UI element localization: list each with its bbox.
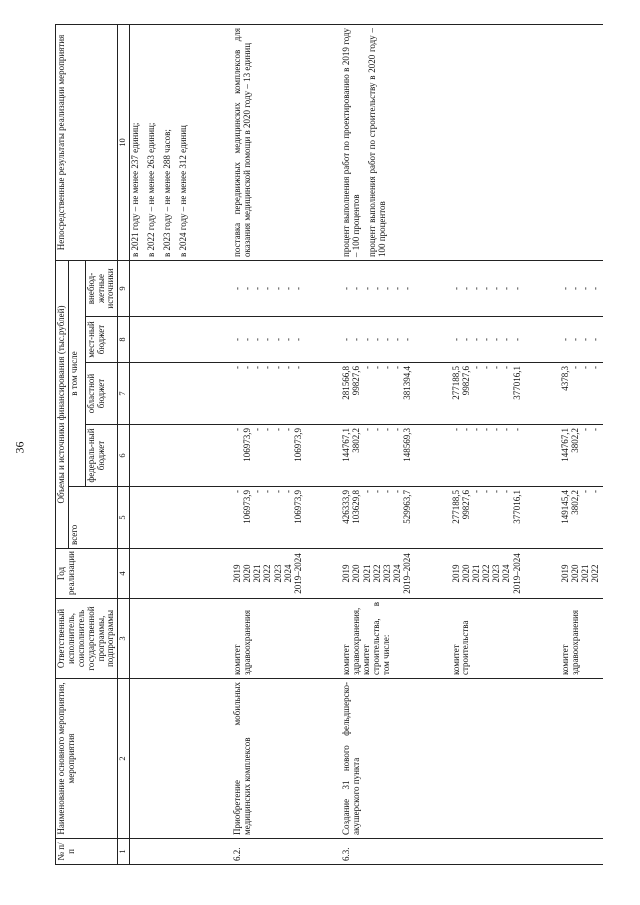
page-number: 36 [12, 441, 27, 454]
spacer-cell [196, 487, 232, 549]
col-number: 6 [118, 425, 130, 487]
value-regional: - [252, 366, 263, 369]
spacer-cell [305, 679, 341, 839]
header-funding: Объемы и источники финансирования (тыс.рублей) [56, 260, 69, 548]
value-total: - [381, 490, 392, 493]
cell-name [560, 679, 603, 839]
table-header [56, 24, 130, 864]
value-total: - [272, 490, 283, 493]
cell-results [451, 24, 524, 260]
cell-results [130, 24, 196, 260]
cell-years [341, 549, 414, 599]
table-row [130, 24, 196, 864]
value-regional: - [580, 366, 591, 369]
col-number: 7 [118, 363, 130, 425]
value-years: 2019 [559, 564, 570, 583]
row-spacer [196, 24, 232, 864]
cell-num [130, 839, 196, 865]
value-total: - [470, 490, 481, 493]
value-extra: - [491, 287, 502, 290]
value-federal: - [361, 428, 372, 431]
value-total: - [361, 490, 372, 493]
value-years: 2021 [361, 564, 372, 583]
value-extra: - [559, 287, 570, 290]
value-federal: - [231, 428, 242, 431]
table-row [232, 24, 305, 864]
value-regional: 381394,4 [402, 366, 413, 400]
spacer-cell [196, 679, 232, 839]
value-extra: - [341, 287, 352, 290]
funding-table [55, 24, 603, 865]
cell-local [341, 317, 414, 363]
spacer-cell [196, 260, 232, 316]
col-number: 4 [118, 549, 130, 599]
value-total: 377016,1 [511, 490, 522, 524]
cell-total [130, 487, 196, 549]
spacer-cell [196, 549, 232, 599]
cell-federal [451, 425, 524, 487]
value-total: - [262, 490, 273, 493]
spacer-cell [415, 487, 451, 549]
value-local: - [282, 338, 293, 341]
value-extra: - [392, 287, 403, 290]
value-total: - [481, 490, 492, 493]
value-local: - [381, 338, 392, 341]
spacer-cell [415, 363, 451, 425]
value-years: 2022 [371, 564, 382, 583]
value-extra: - [470, 287, 481, 290]
value-federal: - [580, 428, 591, 431]
spacer-cell [196, 425, 232, 487]
cell-years [130, 549, 196, 599]
value-total: 3802,2 [570, 490, 581, 515]
value-federal: - [491, 428, 502, 431]
value-extra: - [272, 287, 283, 290]
value-local: - [361, 338, 372, 341]
cell-federal [341, 425, 414, 487]
spacer-cell [196, 317, 232, 363]
value-years: 2020 [570, 564, 581, 583]
value-local: - [511, 338, 522, 341]
cell-name: Приобретение мобильных медицинских комплексов [232, 679, 305, 839]
spacer-cell [415, 425, 451, 487]
spacer-cell [524, 260, 560, 316]
value-extra: - [501, 287, 512, 290]
value-years: 2020 [242, 564, 253, 583]
cell-executor: комитет здравоохранения [560, 599, 603, 679]
value-total: 529963,7 [402, 490, 413, 524]
cell-total [451, 487, 524, 549]
result-text: в 2024 году – не менее 312 единиц [178, 125, 189, 257]
value-extra: - [570, 287, 581, 290]
value-extra: - [371, 287, 382, 290]
cell-years [232, 549, 305, 599]
spacer-cell [305, 487, 341, 549]
value-regional: - [361, 366, 372, 369]
result-text: в 2021 году – не менее 237 единиц; [130, 122, 141, 257]
value-extra: - [402, 287, 413, 290]
value-federal: - [450, 428, 461, 431]
spacer-cell [305, 425, 341, 487]
header-results: Непосредственные результаты реализации мероприятия [56, 24, 118, 260]
spacer-cell [524, 363, 560, 425]
value-local: - [293, 338, 304, 341]
value-extra: - [590, 287, 601, 290]
spacer-cell [415, 317, 451, 363]
cell-extra [341, 260, 414, 316]
spacer-cell [305, 549, 341, 599]
table-row [560, 24, 603, 864]
value-federal: - [481, 428, 492, 431]
value-years: 2023 [491, 564, 502, 583]
value-years: 2021 [580, 564, 591, 583]
cell-years [451, 549, 524, 599]
value-extra: - [450, 287, 461, 290]
value-local: - [470, 338, 481, 341]
value-local: - [242, 338, 253, 341]
value-extra: - [242, 287, 253, 290]
cell-results [232, 24, 305, 260]
cell-num [560, 839, 603, 865]
spacer-cell [415, 260, 451, 316]
cell-extra [560, 260, 603, 316]
col-number: 3 [118, 599, 130, 679]
value-extra: - [262, 287, 273, 290]
value-years: 2023 [381, 564, 392, 583]
value-regional: - [501, 366, 512, 369]
spacer-cell [524, 425, 560, 487]
value-federal: - [470, 428, 481, 431]
value-regional: - [590, 366, 601, 369]
row-spacer [524, 24, 560, 864]
value-federal: 144767,1 [559, 428, 570, 462]
value-federal: - [590, 428, 601, 431]
column-numbers-row [118, 24, 130, 864]
value-regional: - [272, 366, 283, 369]
cell-extra [130, 260, 196, 316]
value-extra: - [351, 287, 362, 290]
value-regional: 4378,3 [559, 366, 570, 391]
value-total: - [371, 490, 382, 493]
table-row [451, 24, 524, 864]
value-local: - [402, 338, 413, 341]
cell-regional [341, 363, 414, 425]
cell-results [560, 24, 603, 260]
spacer-cell [415, 24, 451, 260]
col-number: 2 [118, 679, 130, 839]
spacer-cell [196, 839, 232, 865]
cell-local [232, 317, 305, 363]
cell-federal [560, 425, 603, 487]
cell-executor: комитет здравоохранения [232, 599, 305, 679]
header-executor: Ответственный исполнитель, соисполнитель государственной программы, подпрограммы [56, 599, 118, 679]
cell-name [130, 679, 196, 839]
value-extra: - [282, 287, 293, 290]
value-extra: - [252, 287, 263, 290]
value-local: - [559, 338, 570, 341]
value-years: 2019–2024 [293, 553, 304, 594]
value-total: - [501, 490, 512, 493]
value-local: - [460, 338, 471, 341]
value-years: 2019–2024 [402, 553, 413, 594]
value-total: 426333,9 [341, 490, 352, 524]
value-regional: - [293, 366, 304, 369]
cell-total [560, 487, 603, 549]
cell-total [232, 487, 305, 549]
value-total: 106973,9 [242, 490, 253, 524]
value-years: 2022 [481, 564, 492, 583]
spacer-cell [305, 24, 341, 260]
value-local: - [252, 338, 263, 341]
header-federal: федераль-ный бюджет [85, 425, 118, 487]
program-table [55, 25, 603, 865]
value-total: 277188,5 [450, 490, 461, 524]
row-spacer [305, 24, 341, 864]
cell-num: 6.3. [341, 839, 414, 865]
value-regional: - [242, 366, 253, 369]
value-regional: - [470, 366, 481, 369]
cell-local [560, 317, 603, 363]
header-total: всего [68, 487, 117, 549]
result-text: процент выполнения работ по проектированию в 2019 году – 100 процентов [341, 27, 362, 257]
value-local: - [341, 338, 352, 341]
table-row [341, 24, 414, 864]
value-regional: - [262, 366, 273, 369]
spacer-cell [305, 599, 341, 679]
col-number: 1 [118, 839, 130, 865]
value-regional: 99827,6 [351, 366, 362, 396]
value-regional: 99827,6 [460, 366, 471, 396]
value-regional: - [392, 366, 403, 369]
value-years: 2019–2024 [511, 553, 522, 594]
spacer-cell [305, 260, 341, 316]
spacer-cell [196, 24, 232, 260]
cell-executor [130, 599, 196, 679]
value-extra: - [231, 287, 242, 290]
col-number: 5 [118, 487, 130, 549]
spacer-cell [524, 317, 560, 363]
result-text: в 2022 году – не менее 263 единиц; [146, 122, 157, 257]
value-years: 2024 [392, 564, 403, 583]
value-years: 2020 [460, 564, 471, 583]
value-regional: - [282, 366, 293, 369]
col-number: 10 [118, 24, 130, 260]
value-total: - [252, 490, 263, 493]
cell-num [451, 839, 524, 865]
cell-extra [232, 260, 305, 316]
value-local: - [371, 338, 382, 341]
spacer-cell [305, 363, 341, 425]
cell-regional [560, 363, 603, 425]
spacer-cell [196, 599, 232, 679]
value-years: 2022 [590, 564, 601, 583]
value-total: - [590, 490, 601, 493]
spacer-cell [415, 599, 451, 679]
value-total: - [580, 490, 591, 493]
value-local: - [351, 338, 362, 341]
value-local: - [392, 338, 403, 341]
cell-regional [130, 363, 196, 425]
value-extra: - [580, 287, 591, 290]
col-number: 9 [118, 260, 130, 316]
cell-name [451, 679, 524, 839]
header-year: Год реализации [56, 549, 118, 599]
value-federal: - [282, 428, 293, 431]
value-total: 149145,4 [559, 490, 570, 524]
value-federal: - [511, 428, 522, 431]
spacer-cell [415, 549, 451, 599]
cell-regional [451, 363, 524, 425]
value-years: 2021 [470, 564, 481, 583]
cell-extra [451, 260, 524, 316]
value-federal: - [252, 428, 263, 431]
header-regional: областной бюджет [85, 363, 118, 425]
cell-federal [130, 425, 196, 487]
value-federal: - [392, 428, 403, 431]
value-federal: 106973,9 [293, 428, 304, 462]
value-local: - [481, 338, 492, 341]
spacer-cell [196, 363, 232, 425]
cell-executor: комитет здравоохранения, комитет строительства, в том числе: [341, 599, 414, 679]
result-text: поставка передвижных медицинских комплексов для оказания медицинской помощи в 2020 году – 13 единиц [231, 27, 252, 257]
value-extra: - [361, 287, 372, 290]
value-federal: 144767,1 [341, 428, 352, 462]
value-regional: - [491, 366, 502, 369]
value-total: - [392, 490, 403, 493]
value-extra: - [381, 287, 392, 290]
value-extra: - [511, 287, 522, 290]
value-total: - [231, 490, 242, 493]
value-federal: 3802,2 [570, 428, 581, 453]
value-regional: - [381, 366, 392, 369]
value-years: 2019 [231, 564, 242, 583]
header-num: № п/п [56, 839, 118, 865]
value-federal: - [501, 428, 512, 431]
value-years: 2019 [341, 564, 352, 583]
value-years: 2019 [450, 564, 461, 583]
value-federal: - [460, 428, 471, 431]
value-years: 2023 [272, 564, 283, 583]
value-years: 2024 [282, 564, 293, 583]
value-federal: - [371, 428, 382, 431]
header-incl: в том числе [68, 260, 85, 486]
cell-federal [232, 425, 305, 487]
spacer-cell [524, 599, 560, 679]
value-years: 2021 [252, 564, 263, 583]
value-federal: - [272, 428, 283, 431]
table-body [130, 24, 603, 864]
value-federal: 148569,3 [402, 428, 413, 462]
result-text: процент выполнения работ по строительству в 2020 году – 100 процентов [367, 27, 387, 257]
value-regional: 377016,1 [511, 366, 522, 400]
cell-num: 6.2. [232, 839, 305, 865]
cell-results [341, 24, 414, 260]
header-name: Наименование основного мероприятия, мероприятия [56, 679, 118, 839]
value-regional: - [231, 366, 242, 369]
value-regional: 277188,5 [450, 366, 461, 400]
value-total: - [491, 490, 502, 493]
spacer-cell [305, 317, 341, 363]
value-total: 99827,6 [460, 490, 471, 520]
value-local: - [450, 338, 461, 341]
col-number: 8 [118, 317, 130, 363]
value-regional: - [371, 366, 382, 369]
value-regional: - [570, 366, 581, 369]
spacer-cell [524, 679, 560, 839]
value-federal: - [262, 428, 273, 431]
value-local: - [491, 338, 502, 341]
value-local: - [262, 338, 273, 341]
value-regional: 281566,8 [341, 366, 352, 400]
cell-years [560, 549, 603, 599]
value-total: 106973,9 [293, 490, 304, 524]
cell-regional [232, 363, 305, 425]
value-total: 103629,8 [351, 490, 362, 524]
value-years: 2020 [351, 564, 362, 583]
value-federal: 3802,2 [351, 428, 362, 453]
cell-local [451, 317, 524, 363]
value-local: - [231, 338, 242, 341]
row-spacer [415, 24, 451, 864]
value-local: - [580, 338, 591, 341]
spacer-cell [305, 839, 341, 865]
value-years: 2022 [262, 564, 273, 583]
cell-name: Создание 31 нового фельдшерско-акушерского пункта [341, 679, 414, 839]
value-extra: - [460, 287, 471, 290]
cell-executor: комитет строительства [451, 599, 524, 679]
spacer-cell [524, 549, 560, 599]
value-local: - [501, 338, 512, 341]
value-federal: 106973,9 [242, 428, 253, 462]
result-text: в 2023 году – не менее 288 часов; [162, 129, 173, 257]
value-extra: - [293, 287, 304, 290]
header-extra: внебюд-жетные источники [85, 260, 118, 316]
value-regional: - [481, 366, 492, 369]
spacer-cell [524, 487, 560, 549]
cell-total [341, 487, 414, 549]
value-local: - [570, 338, 581, 341]
spacer-cell [524, 839, 560, 865]
value-local: - [590, 338, 601, 341]
value-federal: - [381, 428, 392, 431]
spacer-cell [415, 679, 451, 839]
cell-local [130, 317, 196, 363]
spacer-cell [524, 24, 560, 260]
value-years: 2024 [501, 564, 512, 583]
header-local: мест-ный бюджет [85, 317, 118, 363]
spacer-cell [415, 839, 451, 865]
value-total: - [282, 490, 293, 493]
value-local: - [272, 338, 283, 341]
value-extra: - [481, 287, 492, 290]
